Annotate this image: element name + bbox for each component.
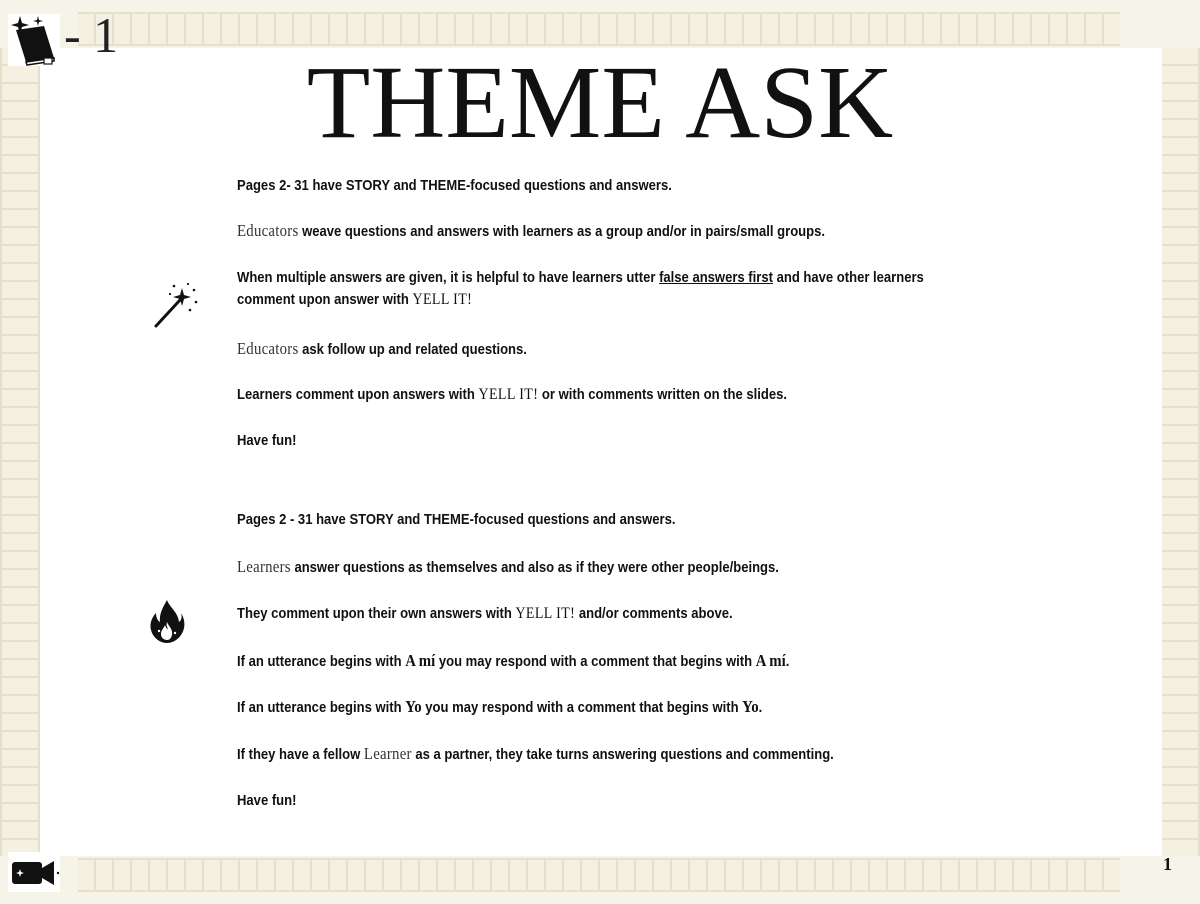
section-two-paragraph-7 xyxy=(237,790,296,812)
text: answer questions as themselves and also as if they were other people/beings. xyxy=(290,559,779,576)
section-one-paragraph-1 xyxy=(237,175,672,197)
magic-wand-icon xyxy=(150,280,200,330)
page-number: 1 xyxy=(1163,854,1172,874)
text: If an utterance begins with xyxy=(237,699,406,716)
text: Pages 2 - 31 have STORY and THEME-focused questions and answers. xyxy=(237,511,676,528)
text: and/or comments above. xyxy=(575,605,733,622)
video-camera-icon xyxy=(8,852,60,892)
section-two-paragraph-4 xyxy=(237,650,789,673)
text: and have other learners xyxy=(772,269,924,286)
section-two-paragraph-1 xyxy=(237,509,676,531)
text: comment upon answer with xyxy=(237,291,413,308)
a-mi-term: A mí xyxy=(405,651,436,670)
section-one-paragraph-6 xyxy=(237,430,296,452)
page-title: THEME ASK xyxy=(306,45,894,160)
section-two-paragraph-6 xyxy=(237,743,834,766)
text: . xyxy=(758,699,763,716)
section-two-paragraph-5 xyxy=(237,696,762,719)
yell-it-term: YELL IT! xyxy=(515,605,576,622)
top-border xyxy=(78,12,1120,46)
page-sheet xyxy=(40,48,1162,856)
yell-it-term: YELL IT! xyxy=(412,291,473,308)
text: Pages 2- 31 have STORY and THEME-focused questions and answers. xyxy=(237,177,672,194)
text: as a partner, they take turns answering questions and commenting. xyxy=(411,746,834,763)
section-one-paragraph-5 xyxy=(237,384,787,406)
left-border xyxy=(0,48,40,856)
learner-term: Learner xyxy=(363,744,412,763)
text: They comment upon their own answers with xyxy=(237,605,516,622)
text: ask follow up and related questions. xyxy=(298,341,527,358)
right-border xyxy=(1160,48,1200,856)
text: weave questions and answers with learners as a group and/or in pairs/small groups. xyxy=(298,223,826,240)
false-answers-underlined: false answers first xyxy=(659,269,773,286)
text: Learners comment upon answers with xyxy=(237,386,479,403)
educators-term: Educators xyxy=(237,339,299,358)
bottom-border xyxy=(78,858,1120,892)
text: or with comments written on the slides. xyxy=(538,386,787,403)
text: If they have a fellow xyxy=(237,746,364,763)
text: . xyxy=(785,653,790,670)
fire-icon xyxy=(148,598,186,644)
section-one-paragraph-2 xyxy=(237,220,825,243)
text: Have fun! xyxy=(237,432,297,449)
slide-number-label: - 1 xyxy=(64,7,119,63)
text: If an utterance begins with xyxy=(237,653,406,670)
yell-it-term: YELL IT! xyxy=(478,386,539,403)
text: you may respond with a comment that begins with xyxy=(435,653,756,670)
text: Have fun! xyxy=(237,792,297,809)
educators-term: Educators xyxy=(237,221,299,240)
a-mi-term: A mí xyxy=(755,651,786,670)
section-two-paragraph-2 xyxy=(237,556,779,579)
learners-term: Learners xyxy=(237,557,291,576)
yo-term: Yo xyxy=(742,697,759,716)
text: When multiple answers are given, it is helpful to have learners utter xyxy=(237,269,660,286)
section-one-paragraph-4 xyxy=(237,338,527,361)
text: you may respond with a comment that begins with xyxy=(421,699,743,716)
section-one-paragraph-3 xyxy=(237,267,924,311)
yo-term: Yo xyxy=(405,697,422,716)
section-two-paragraph-3 xyxy=(237,603,733,625)
